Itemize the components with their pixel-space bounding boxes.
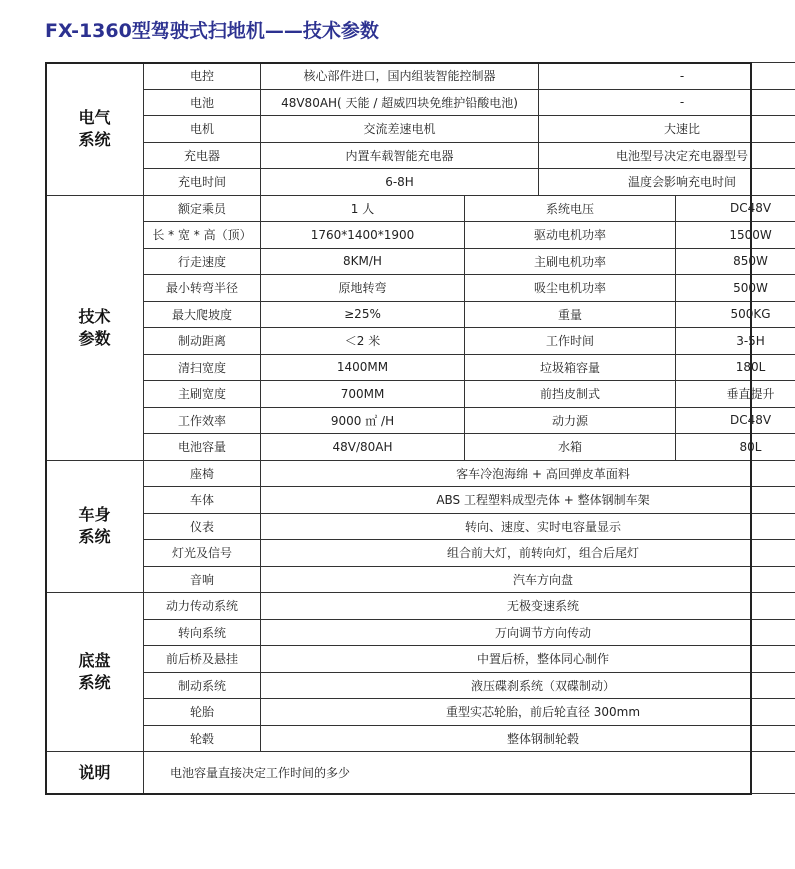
param-value: 转向、速度、实时电容量显示 (261, 513, 795, 540)
table-row (46, 222, 795, 249)
param-name: 电机 (144, 116, 261, 143)
param-name: 最小转弯半径 (144, 275, 261, 302)
param-value: 组合前大灯，前转向灯，组合后尾灯 (261, 540, 795, 567)
table-row (46, 195, 795, 222)
param-value: 1 人 (261, 195, 465, 222)
param-value-2: DC48V (676, 195, 795, 222)
param-value-2: 80L (676, 434, 795, 461)
param-value: 整体钢制轮毂 (261, 725, 795, 752)
param-value: 6-8H (261, 169, 539, 196)
section-label-electric: 电气 系统 (46, 63, 144, 196)
table-row (46, 566, 795, 593)
table-row (46, 301, 795, 328)
param-name: 轮毂 (144, 725, 261, 752)
param-value: 1760*1400*1900 (261, 222, 465, 249)
param-value-2: 850W (676, 248, 795, 275)
param-name: 转向系统 (144, 619, 261, 646)
table-row (46, 407, 795, 434)
param-value: 内置车载智能充电器 (261, 142, 539, 169)
param-value: 核心部件进口，国内组装智能控制器 (261, 63, 539, 90)
param-name-2: 系统电压 (465, 195, 676, 222)
table-row (46, 699, 795, 726)
param-name-2: 动力源 (465, 407, 676, 434)
table-row (46, 672, 795, 699)
param-name-2: 重量 (465, 301, 676, 328)
section-label-technical: 技术 参数 (46, 195, 144, 460)
param-value: 中置后桥，整体同心制作 (261, 646, 795, 673)
param-value: 48V/80AH (261, 434, 465, 461)
table-row (46, 116, 795, 143)
param-name: 清扫宽度 (144, 354, 261, 381)
param-value: 液压碟刹系统（双碟制动） (261, 672, 795, 699)
param-name: 音响 (144, 566, 261, 593)
section-label-body: 车身 系统 (46, 460, 144, 593)
param-value-2: 3-5H (676, 328, 795, 355)
param-value-2: 垂直提升 (676, 381, 795, 408)
param-name-2: 前挡皮制式 (465, 381, 676, 408)
param-extra: - (539, 89, 795, 116)
table-row (46, 487, 795, 514)
param-value-2: 500W (676, 275, 795, 302)
param-name: 动力传动系统 (144, 593, 261, 620)
param-value: 无极变速系统 (261, 593, 795, 620)
param-name: 工作效率 (144, 407, 261, 434)
param-value: 1400MM (261, 354, 465, 381)
param-extra: 电池型号决定充电器型号 (539, 142, 795, 169)
note-text: 电池容量直接决定工作时间的多少 (144, 752, 795, 794)
param-name: 主刷宽度 (144, 381, 261, 408)
param-name-2: 吸尘电机功率 (465, 275, 676, 302)
param-value: 48V80AH( 天能 / 超威四块免维护铅酸电池) (261, 89, 539, 116)
table-row (46, 354, 795, 381)
param-name: 长 * 宽 * 高（顶） (144, 222, 261, 249)
param-value: 汽车方向盘 (261, 566, 795, 593)
param-name: 电池 (144, 89, 261, 116)
param-extra: 大速比 (539, 116, 795, 143)
table-row (46, 328, 795, 355)
table-row (46, 381, 795, 408)
param-name: 充电器 (144, 142, 261, 169)
param-name: 灯光及信号 (144, 540, 261, 567)
param-name: 前后桥及悬挂 (144, 646, 261, 673)
param-value: ABS 工程塑料成型壳体 + 整体钢制车架 (261, 487, 795, 514)
table-row (46, 63, 795, 90)
table-row (46, 593, 795, 620)
param-value: 万向调节方向传动 (261, 619, 795, 646)
table-row (46, 540, 795, 567)
param-value-2: 180L (676, 354, 795, 381)
param-name-2: 主刷电机功率 (465, 248, 676, 275)
table-row (46, 169, 795, 196)
param-value: 交流差速电机 (261, 116, 539, 143)
param-value: 重型实芯轮胎，前后轮直径 300mm (261, 699, 795, 726)
param-value-2: 1500W (676, 222, 795, 249)
param-value: 原地转弯 (261, 275, 465, 302)
page-title: FX-1360型驾驶式扫地机——技术参数 (45, 20, 379, 42)
table-row (46, 619, 795, 646)
param-value: 客车冷泡海绵 + 高回弹皮革面料 (261, 460, 795, 487)
table-row (46, 752, 795, 794)
table-row (46, 646, 795, 673)
param-value-2: DC48V (676, 407, 795, 434)
table-row (46, 89, 795, 116)
param-name: 最大爬坡度 (144, 301, 261, 328)
param-name: 行走速度 (144, 248, 261, 275)
table-row (46, 275, 795, 302)
spec-table (45, 62, 795, 794)
param-name: 轮胎 (144, 699, 261, 726)
param-name: 仪表 (144, 513, 261, 540)
table-row (46, 460, 795, 487)
param-name: 额定乘员 (144, 195, 261, 222)
param-name-2: 垃圾箱容量 (465, 354, 676, 381)
table-row (46, 248, 795, 275)
table-row (46, 434, 795, 461)
param-value-2: 500KG (676, 301, 795, 328)
param-name-2: 驱动电机功率 (465, 222, 676, 249)
param-value: ≥25% (261, 301, 465, 328)
param-extra: 温度会影响充电时间 (539, 169, 795, 196)
param-name: 充电时间 (144, 169, 261, 196)
param-value: ＜2 米 (261, 328, 465, 355)
section-label-note: 说明 (46, 752, 144, 794)
table-row (46, 513, 795, 540)
param-extra: - (539, 63, 795, 90)
param-name: 电池容量 (144, 434, 261, 461)
section-label-chassis: 底盘 系统 (46, 593, 144, 752)
table-row (46, 142, 795, 169)
param-value: 8KM/H (261, 248, 465, 275)
param-name: 制动距离 (144, 328, 261, 355)
param-name: 电控 (144, 63, 261, 90)
param-value: 700MM (261, 381, 465, 408)
param-name: 座椅 (144, 460, 261, 487)
param-value: 9000 ㎡ /H (261, 407, 465, 434)
table-row (46, 725, 795, 752)
param-name: 车体 (144, 487, 261, 514)
param-name-2: 水箱 (465, 434, 676, 461)
param-name-2: 工作时间 (465, 328, 676, 355)
param-name: 制动系统 (144, 672, 261, 699)
